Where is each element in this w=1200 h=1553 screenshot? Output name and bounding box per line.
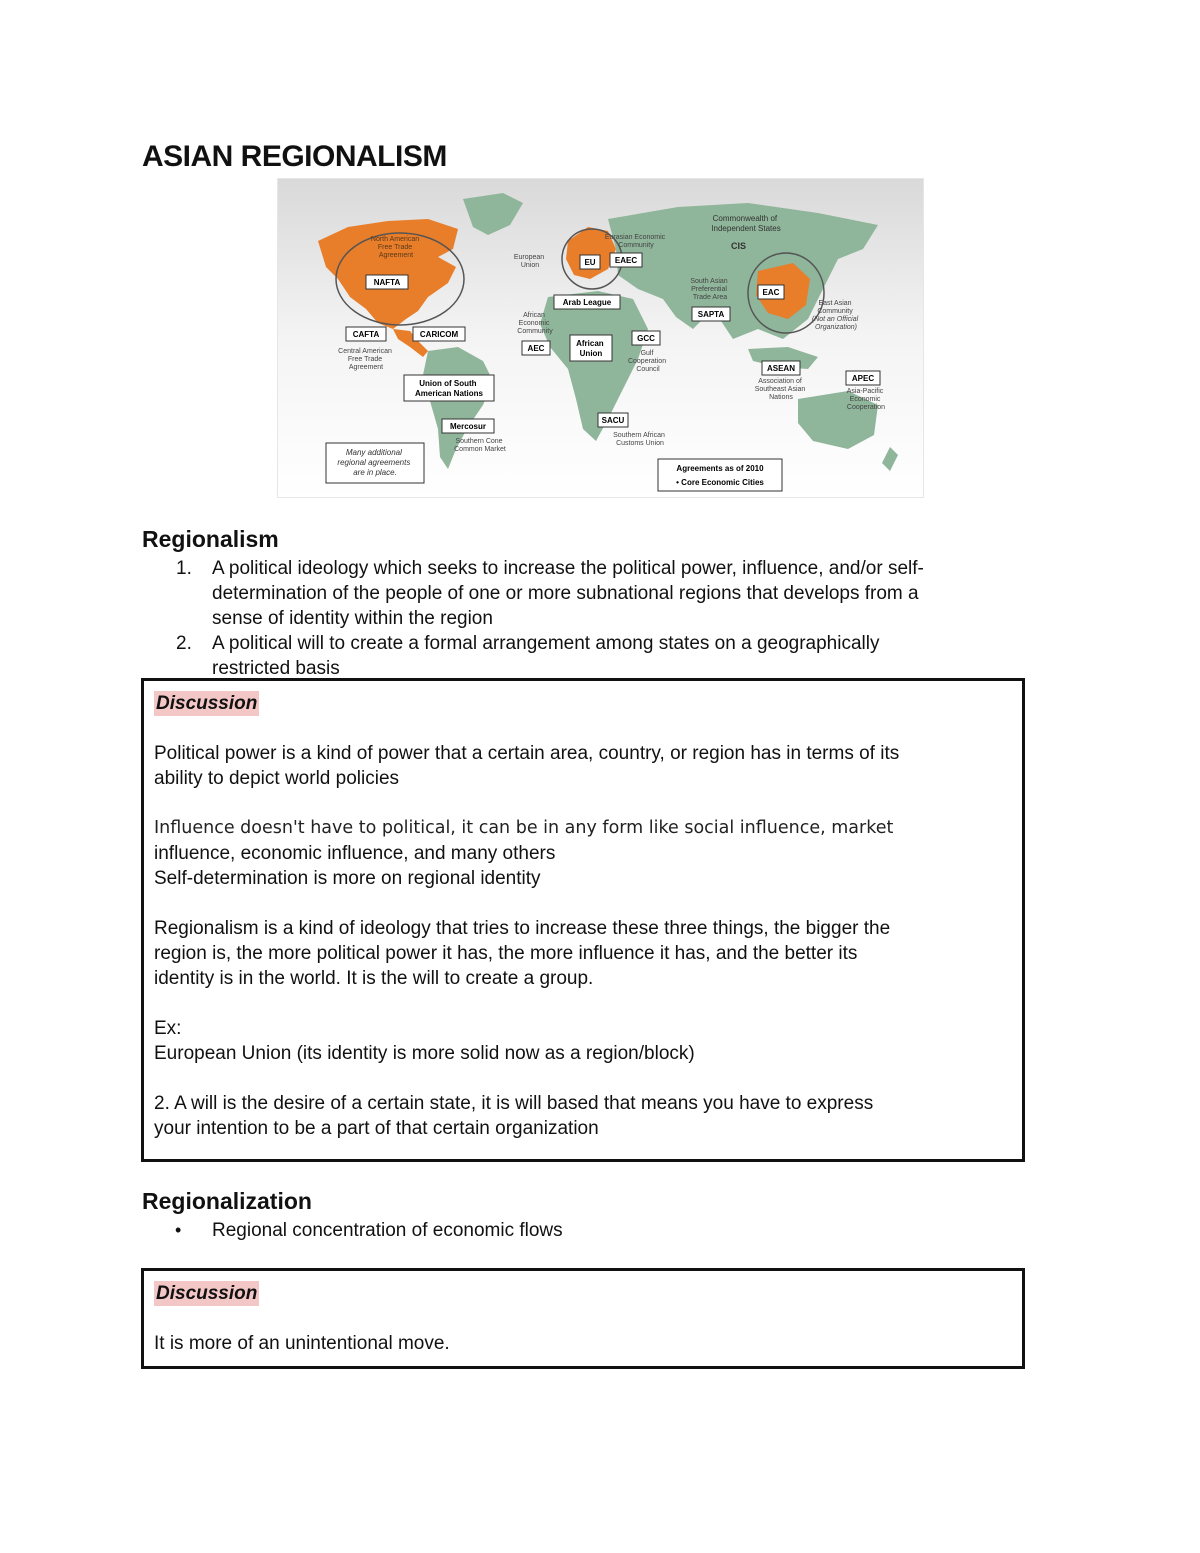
aec-full-line: Community (517, 328, 553, 335)
sapta-full-line: Preferential (691, 286, 727, 293)
apec-full-line: Economic (849, 396, 881, 403)
page-title: ASIAN REGIONALISM (142, 140, 447, 173)
nafta-full-line: Agreement (378, 252, 414, 259)
apec-label: APEC (851, 374, 875, 383)
mercosur-full-line: Southern Cone (455, 438, 503, 445)
note-line: regional agreements (337, 458, 411, 467)
svg-text:Asia-Pacific Economic (847, 388, 886, 411)
gcc-label: GCC (637, 334, 655, 343)
gcc-full-line: Gulf (640, 350, 654, 357)
world-map-figure (277, 178, 924, 498)
sacu-full-line: Customs Union (616, 440, 664, 447)
discussion-line: identity is in the world. It is the will to create a group. (154, 968, 594, 989)
eaec-full-line: Community (618, 242, 654, 249)
eaec-label: EAEC (614, 256, 638, 265)
list-item-line: sense of identity within the region (212, 608, 493, 629)
arab-league-label: Arab League (562, 298, 612, 307)
eu-full-line: European (513, 254, 545, 261)
cafta-full-line: Agreement (348, 364, 384, 371)
unasur-line: Union of South (419, 379, 477, 388)
discussion-line: ability to depict world policies (154, 768, 400, 789)
cafta-full-line: Central American (338, 348, 392, 355)
discussion-line: Regionalism is a kind of ideology that tries to increase these three things, the bigger the (154, 918, 891, 939)
cis-label: CIS (731, 241, 747, 251)
regionalization-list (142, 1218, 1032, 1243)
asean-label: ASEAN (766, 364, 796, 373)
eac-label: EAC (762, 288, 780, 297)
world-map (278, 179, 923, 497)
regionalism-discussion-box (141, 678, 1025, 1162)
list-number: 1. (176, 558, 192, 579)
discussion-line: region is, the more political power it has, the more influence it has, and the better its (154, 943, 858, 964)
discussion-paragraph (154, 916, 1012, 991)
eu-label: EU (584, 258, 596, 267)
discussion-paragraph (154, 1016, 1012, 1066)
asean-full-line: Nations (769, 394, 793, 401)
svg-text:Union of South American (415, 379, 484, 398)
aec-full-line: African (523, 312, 545, 319)
svg-text:East Asian Community (812, 300, 860, 331)
eac-full-line: Organization) (814, 324, 858, 331)
list-item-line: restricted basis (212, 658, 340, 679)
discussion-label: Discussion (156, 693, 258, 714)
cafta-label: CAFTA (352, 330, 380, 339)
list-item-line: Regional concentration of economic flows (212, 1220, 563, 1241)
eac-full-line: Community (817, 308, 853, 315)
nafta-label: NAFTA (373, 278, 401, 287)
apec-full-line: Asia-Pacific (846, 388, 884, 395)
list-number: 2. (176, 633, 192, 654)
discussion-line: Ex: (154, 1018, 182, 1039)
eac-full-line: East Asian (818, 300, 852, 307)
note-line: Many additional (345, 448, 402, 457)
caricom-label: CARICOM (419, 330, 459, 339)
sacu-label: SACU (601, 416, 625, 425)
discussion-paragraph (154, 1091, 1012, 1141)
sapta-label: SAPTA (697, 310, 725, 319)
regionalism-definitions (142, 556, 1032, 681)
discussion-line: Self-determination is more on regional identity (154, 868, 541, 889)
svg-text:Southern Cone Common Mar (454, 438, 506, 453)
gcc-full-line: Cooperation (627, 358, 667, 365)
discussion-paragraph (154, 741, 1012, 791)
eaec-full-line: Eurasian Economic (604, 234, 666, 241)
cafta-full-line: Free Trade (347, 356, 383, 363)
cis-full-line: Independent States (711, 224, 781, 233)
african-union-line: Union (579, 349, 603, 358)
regionalization-heading: Regionalization (142, 1188, 312, 1214)
cis-full-line: Commonwealth of (712, 214, 778, 223)
discussion-line: It is more of an unintentional move. (154, 1333, 450, 1354)
list-item (142, 631, 1032, 681)
african-union-line: African (576, 339, 604, 348)
sacu-full-line: Southern African (613, 432, 665, 439)
discussion-line: influence, economic influence, and many others (154, 843, 556, 864)
discussion-line: Influence doesn't have to political, it can be in any form like social influence, market (154, 818, 894, 838)
note-line: are in place. (353, 468, 397, 477)
discussion-paragraph (154, 816, 1012, 891)
list-item (142, 1218, 1032, 1243)
list-item (142, 556, 1032, 631)
bullet-marker: • (175, 1220, 182, 1240)
sapta-full-line: Trade Area (692, 294, 728, 301)
nafta-full-line: Free Trade (377, 244, 413, 251)
svg-text:Southern African Customs (613, 432, 667, 447)
discussion-line: Political power is a kind of power that a certain area, country, or region has in terms of its (154, 743, 900, 764)
unasur-line: American Nations (414, 389, 484, 398)
gcc-full-line: Council (636, 366, 660, 373)
svg-text:Commonwealth of Independ (711, 214, 780, 233)
regionalization-discussion-box (141, 1268, 1025, 1369)
discussion-label: Discussion (156, 1283, 258, 1304)
discussion-line: your intention to be a part of that certain organization (154, 1118, 599, 1139)
list-item-line: A political will to create a formal arrangement among states on a geographically (212, 633, 880, 654)
legend-title: Agreements as of 2010 (676, 464, 764, 473)
list-item-line: A political ideology which seeks to increase the political power, influence, and/or self- (212, 558, 924, 579)
nafta-full-line: North American (370, 236, 420, 243)
asean-full-line: Southeast Asian (754, 386, 806, 393)
svg-text:African Union (576, 339, 606, 358)
regionalism-heading: Regionalism (142, 526, 279, 552)
svg-text:South Asian Preferential (690, 278, 729, 301)
discussion-line: European Union (its identity is more solid now as a region/block) (154, 1043, 695, 1064)
apec-full-line: Cooperation (846, 404, 886, 411)
eu-full-line: Union (520, 262, 540, 269)
mercosur-label: Mercosur (449, 422, 487, 431)
eac-full-line: (Not an Official (811, 316, 859, 323)
mercosur-full-line: Common Market (454, 446, 506, 453)
sapta-full-line: South Asian (690, 278, 728, 285)
list-item-line: determination of the people of one or more subnational regions that develops from a (212, 583, 919, 604)
discussion-line: 2. A will is the desire of a certain state, it is will based that means you have to express (154, 1093, 874, 1114)
asean-full-line: Association of (758, 378, 802, 385)
aec-label: AEC (527, 344, 545, 353)
aec-full-line: Economic (518, 320, 550, 327)
legend-item: • Core Economic Cities (676, 478, 764, 487)
